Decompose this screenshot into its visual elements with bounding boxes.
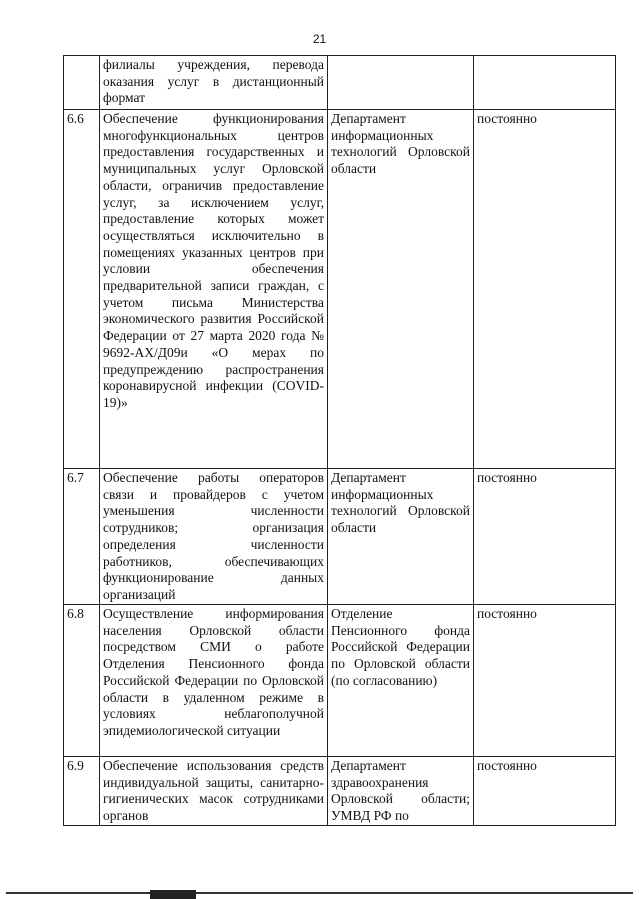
measure-text: филиалы учреждения, перевода оказания услуг в дистанционный формат bbox=[100, 56, 328, 110]
row-number: 6.7 bbox=[64, 469, 100, 605]
table-row bbox=[64, 110, 616, 469]
term-text bbox=[474, 56, 616, 110]
executor-text: Департамент информационных технологий Орловской области bbox=[328, 110, 474, 469]
executor-text: Отделение Пенсионного фонда Российской Федерации по Орловской области (по согласованию) bbox=[328, 605, 474, 757]
term-text: постоянно bbox=[474, 757, 616, 826]
term-text: постоянно bbox=[474, 605, 616, 757]
measure-text: Осуществление информирования населения Орловской области посредством СМИ о работе Отделения Пенсионного фонда Российской Федерации по Орловской области в удаленном режиме в условиях неблагополучной эпидемиологической ситуации bbox=[100, 605, 328, 757]
page-edge-mark bbox=[150, 890, 196, 899]
measure-text: Обеспечение использования средств индивидуальной защиты, санитарно-гигиенических масок сотрудниками органов bbox=[100, 757, 328, 826]
measures-table bbox=[63, 55, 616, 826]
table-row bbox=[64, 605, 616, 757]
table-row bbox=[64, 757, 616, 826]
row-number: 6.6 bbox=[64, 110, 100, 469]
measure-text: Обеспечение работы операторов связи и провайдеров с учетом уменьшения численности сотрудников; организация определения численности работников, обеспечивающих функционирование данных организаций bbox=[100, 469, 328, 605]
term-text: постоянно bbox=[474, 469, 616, 605]
row-number: 6.8 bbox=[64, 605, 100, 757]
row-number bbox=[64, 56, 100, 110]
page-number: 21 bbox=[312, 32, 327, 46]
row-number: 6.9 bbox=[64, 757, 100, 826]
table-row bbox=[64, 469, 616, 605]
measure-text: Обеспечение функционирования многофункциональных центров предоставления государственных и муниципальных услуг Орловской области, ограничив предоставление услуг, за исключением услуг, предоставление которых может осуществляться исключительно в помещениях указанных центров при условии обеспечения предварительной записи граждан, с учетом письма Министерства экономического развития Российской Федерации от 27 марта 2020 года № 9692-АХ/Д09и «О мерах по предупреждению распространения коронавирусной инфекции (COVID-19)» bbox=[100, 110, 328, 469]
executor-text: Департамент информационных технологий Орловской области bbox=[328, 469, 474, 605]
executor-text: Департамент здравоохранения Орловской области; УМВД РФ по bbox=[328, 757, 474, 826]
executor-text bbox=[328, 56, 474, 110]
table-row bbox=[64, 56, 616, 110]
term-text: постоянно bbox=[474, 110, 616, 469]
page-edge-line bbox=[6, 892, 633, 894]
